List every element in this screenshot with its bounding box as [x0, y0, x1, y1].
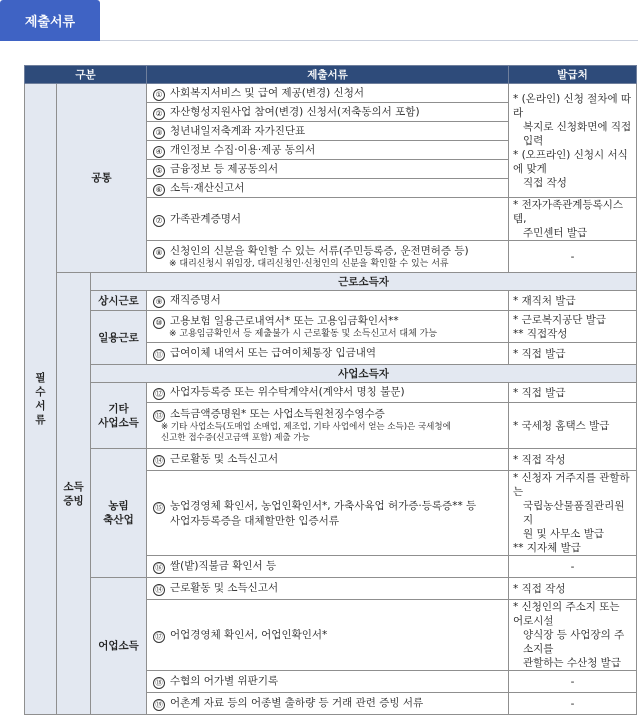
doc-item: ② 자산형성지원사업 참여(변경) 신청서(저축동의서 포함)	[147, 103, 509, 122]
issuer-cell: * 재직처 발급	[509, 291, 637, 311]
issuer-cell: * 국세청 홈택스 발급	[509, 403, 637, 449]
band-wage-earner: 근로소득자	[91, 273, 637, 291]
issuer-cell: -	[509, 693, 637, 715]
header-docs: 제출서류	[147, 66, 509, 84]
doc-item: ⑭ 근로활동 및 소득신고서	[147, 578, 509, 600]
table-row	[25, 84, 637, 103]
issuer-cell: -	[509, 671, 637, 693]
doc-item: ⑦ 가족관계증명서	[147, 198, 509, 241]
issuer-cell: * 직접 발급	[509, 383, 637, 403]
subgroup-other-business: 기타 사업소득	[91, 383, 147, 449]
doc-item: ⑥ 소득·재산신고서	[147, 179, 509, 198]
issuer-cell: -	[509, 556, 637, 578]
subgroup-daily-worker: 일용근로	[91, 311, 147, 365]
subgroup-regular-worker: 상시근로	[91, 291, 147, 311]
issuer-cell: * 전자가족관계등록시스템, 주민센터 발급	[509, 198, 637, 241]
issuer-cell: * 근로복지공단 발급 ** 직접작성	[509, 311, 637, 343]
tab-submission-documents[interactable]: 제출서류	[0, 0, 100, 41]
table-header-row	[25, 66, 637, 84]
doc-item: ⑫ 사업자등록증 또는 위수탁계약서(계약서 명칭 불문)	[147, 383, 509, 403]
doc-item: ⑱ 수협의 어가별 위판기록	[147, 671, 509, 693]
table-row	[25, 365, 637, 383]
subgroup-agriculture: 농림 축산업	[91, 449, 147, 578]
group-income-evidence: 소득 증빙	[57, 273, 91, 715]
issuer-cell: * (온라인) 신청 절차에 따라 복지로 신청화면에 직접 입력 * (오프라인) 신청시 서식에 맞게 직접 작성	[509, 84, 637, 198]
issuer-cell: * 직접 발급	[509, 343, 637, 365]
doc-item: ⑤ 금융정보 등 제공동의서	[147, 160, 509, 179]
issuer-cell: * 직접 작성	[509, 449, 637, 471]
header-gubun: 구분	[25, 66, 147, 84]
table-row	[25, 311, 637, 343]
issuer-cell: * 직접 작성	[509, 578, 637, 600]
table-row	[25, 383, 637, 403]
doc-item: ⑭ 근로활동 및 소득신고서	[147, 449, 509, 471]
doc-item: ⑲ 어촌계 자료 등의 어종별 출하량 등 거래 관련 증빙 서류	[147, 693, 509, 715]
table-row	[25, 578, 637, 600]
issuer-cell: * 신청자 거주지를 관할하는 국립농산물품질관리원 지 원 및 사무소 발급 ** 지자체 발급	[509, 471, 637, 556]
band-business-income: 사업소득자	[91, 365, 637, 383]
section-tabbar	[0, 0, 638, 41]
table-row	[25, 449, 637, 471]
required-documents-table	[24, 65, 637, 715]
doc-item: ⑩ 고용보험 일용근로내역서* 또는 고용임금확인서** ※ 고용임금확인서 등 제출불가 시 근로활동 및 소득신고서 대체 가능	[147, 311, 509, 343]
issuer-cell: -	[509, 241, 637, 273]
doc-item: ⑨ 재직증명서	[147, 291, 509, 311]
doc-item: ⑧ 신청인의 신분을 확인할 수 있는 서류(주민등록증, 운전면허증 등) ※ 대리신청시 위임장, 대리신청인·신청인의 신분을 확인할 수 있는 서류	[147, 241, 509, 273]
doc-item: ⑯ 쌀(밭)직불금 확인서 등	[147, 556, 509, 578]
doc-item: ① 사회복지서비스 및 급여 제공(변경) 신청서	[147, 84, 509, 103]
subgroup-fishery: 어업소득	[91, 578, 147, 715]
issuer-cell: * 신청인의 주소지 또는 어로시설 양식장 등 사업장의 주소지를 관할하는 수산청 발급	[509, 600, 637, 671]
table-row	[25, 273, 637, 291]
table-row	[25, 291, 637, 311]
group-common: 공통	[57, 84, 147, 273]
doc-item: ⑪ 급여이체 내역서 또는 급여이체통장 입금내역	[147, 343, 509, 365]
header-where: 발급처	[509, 66, 637, 84]
doc-item: ④ 개인정보 수집·이용·제공 동의서	[147, 141, 509, 160]
doc-item: ⑬ 소득금액증명원* 또는 사업소득원천징수영수증 ※ 기타 사업소득(도매업 소매업, 제조업, 기타 사업에서 얻는 소득)은 국세청에 신고한 접수증(신고금액 포함) 제출 가능	[147, 403, 509, 449]
group-required-docs: 필 수 서 류	[25, 84, 57, 715]
doc-item: ③ 청년내일저축계좌 자가진단표	[147, 122, 509, 141]
doc-item: ⑮ 농업경영체 확인서, 농업인확인서*, 가축사육업 허가증·등록증** 등 사업자등록증을 대체할만한 입증서류	[147, 471, 509, 556]
doc-item: ⑰ 어업경영체 확인서, 어업인확인서*	[147, 600, 509, 671]
